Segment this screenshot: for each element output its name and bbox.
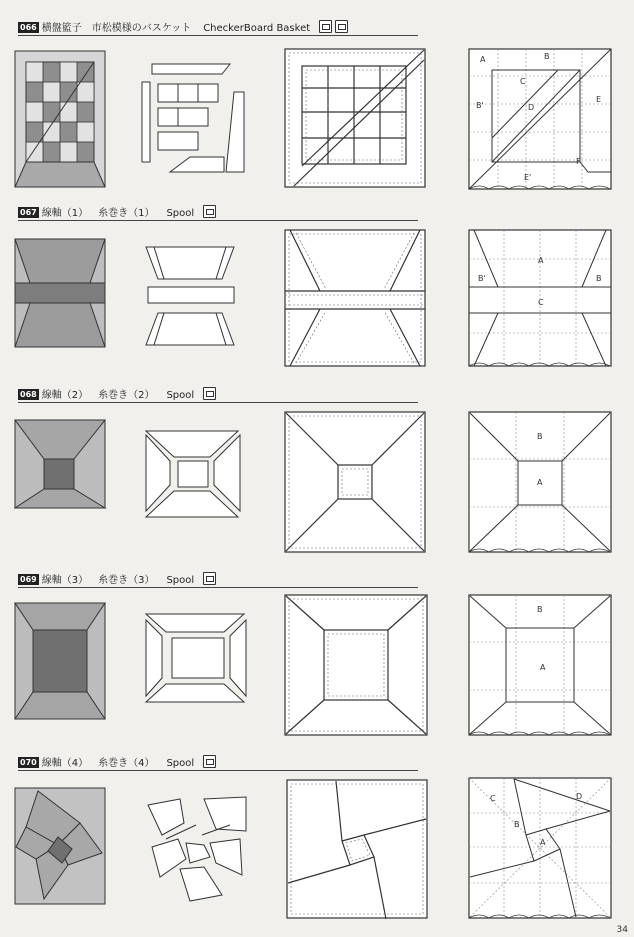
block-colored-diagram xyxy=(14,419,108,511)
piece-label: F xyxy=(576,157,581,166)
block-title-japanese: 糸巻き（3） xyxy=(98,575,155,586)
piece-label: D xyxy=(576,792,583,801)
block-name-chinese: 線軸（4） xyxy=(41,758,89,769)
block-number: 070 xyxy=(20,758,37,767)
piece-label: A xyxy=(537,478,543,487)
block-template-diagram xyxy=(284,411,428,555)
template-icon xyxy=(203,755,216,768)
piece-label: D xyxy=(528,103,535,112)
block-labeled-diagram xyxy=(468,411,614,557)
piece-label: C xyxy=(538,298,544,307)
block-title-japanese: 糸巻き（4） xyxy=(98,758,155,769)
piece-label: A xyxy=(540,663,546,672)
block-pieces-diagram xyxy=(140,62,250,182)
block-number: 067 xyxy=(20,208,37,217)
piece-label: B xyxy=(537,432,543,441)
piece-label: C xyxy=(520,77,526,86)
template-icon xyxy=(203,205,216,218)
block-colored-diagram xyxy=(14,238,108,350)
block-title-japanese: 糸巻き（1） xyxy=(98,208,155,219)
block-header xyxy=(18,572,418,588)
piece-label: A xyxy=(540,838,546,847)
block-name-chinese: 線軸（3） xyxy=(41,575,89,586)
template-icon xyxy=(203,387,216,400)
block-colored-diagram xyxy=(14,787,108,907)
piece-label: A xyxy=(480,55,486,64)
block-number: 068 xyxy=(20,390,37,399)
piece-label: A xyxy=(538,256,544,265)
block-pieces-diagram xyxy=(146,795,250,903)
piece-label: C xyxy=(490,794,496,803)
piece-label: B xyxy=(596,274,602,283)
block-number: 066 xyxy=(20,23,37,32)
block-pieces-diagram xyxy=(142,245,242,349)
block-title-english: CheckerBoard Basket xyxy=(203,23,311,34)
block-template-diagram xyxy=(286,779,430,921)
page-number: 34 xyxy=(616,925,628,935)
piece-label: B xyxy=(544,52,550,61)
block-header xyxy=(18,387,418,403)
block-header xyxy=(18,20,418,36)
block-labeled-diagram xyxy=(468,594,614,740)
piece-label: B' xyxy=(478,274,486,283)
piece-label: E xyxy=(596,95,602,104)
block-pieces-diagram xyxy=(144,612,250,704)
block-name-chinese: 横盤籃子 xyxy=(41,23,82,34)
block-title-japanese: 市松模様のバスケット xyxy=(91,23,192,34)
block-name-chinese: 線軸（2） xyxy=(41,390,89,401)
block-name-chinese: 線軸（1） xyxy=(41,208,89,219)
block-header xyxy=(18,205,418,221)
block-title-english: Spool xyxy=(166,390,195,401)
block-header xyxy=(18,755,418,771)
block-title-english: Spool xyxy=(166,758,195,769)
piece-label: B xyxy=(537,605,543,614)
block-labeled-diagram xyxy=(468,48,614,192)
block-template-diagram xyxy=(284,48,428,190)
block-pieces-diagram xyxy=(144,427,244,521)
piece-label: E' xyxy=(524,173,532,182)
template-icon xyxy=(319,20,332,33)
piece-label: B xyxy=(514,820,520,829)
block-colored-diagram xyxy=(14,50,108,190)
block-colored-diagram xyxy=(14,602,108,722)
block-title-japanese: 糸巻き（2） xyxy=(98,390,155,401)
block-template-diagram xyxy=(284,594,430,738)
block-title-english: Spool xyxy=(166,208,195,219)
block-number: 069 xyxy=(20,575,37,584)
piece-label: B' xyxy=(476,101,484,110)
block-template-diagram xyxy=(284,229,428,369)
template-icon xyxy=(203,572,216,585)
block-labeled-diagram xyxy=(468,229,614,373)
pattern-icon xyxy=(335,20,348,33)
block-title-english: Spool xyxy=(166,575,195,586)
block-labeled-diagram xyxy=(468,777,614,927)
